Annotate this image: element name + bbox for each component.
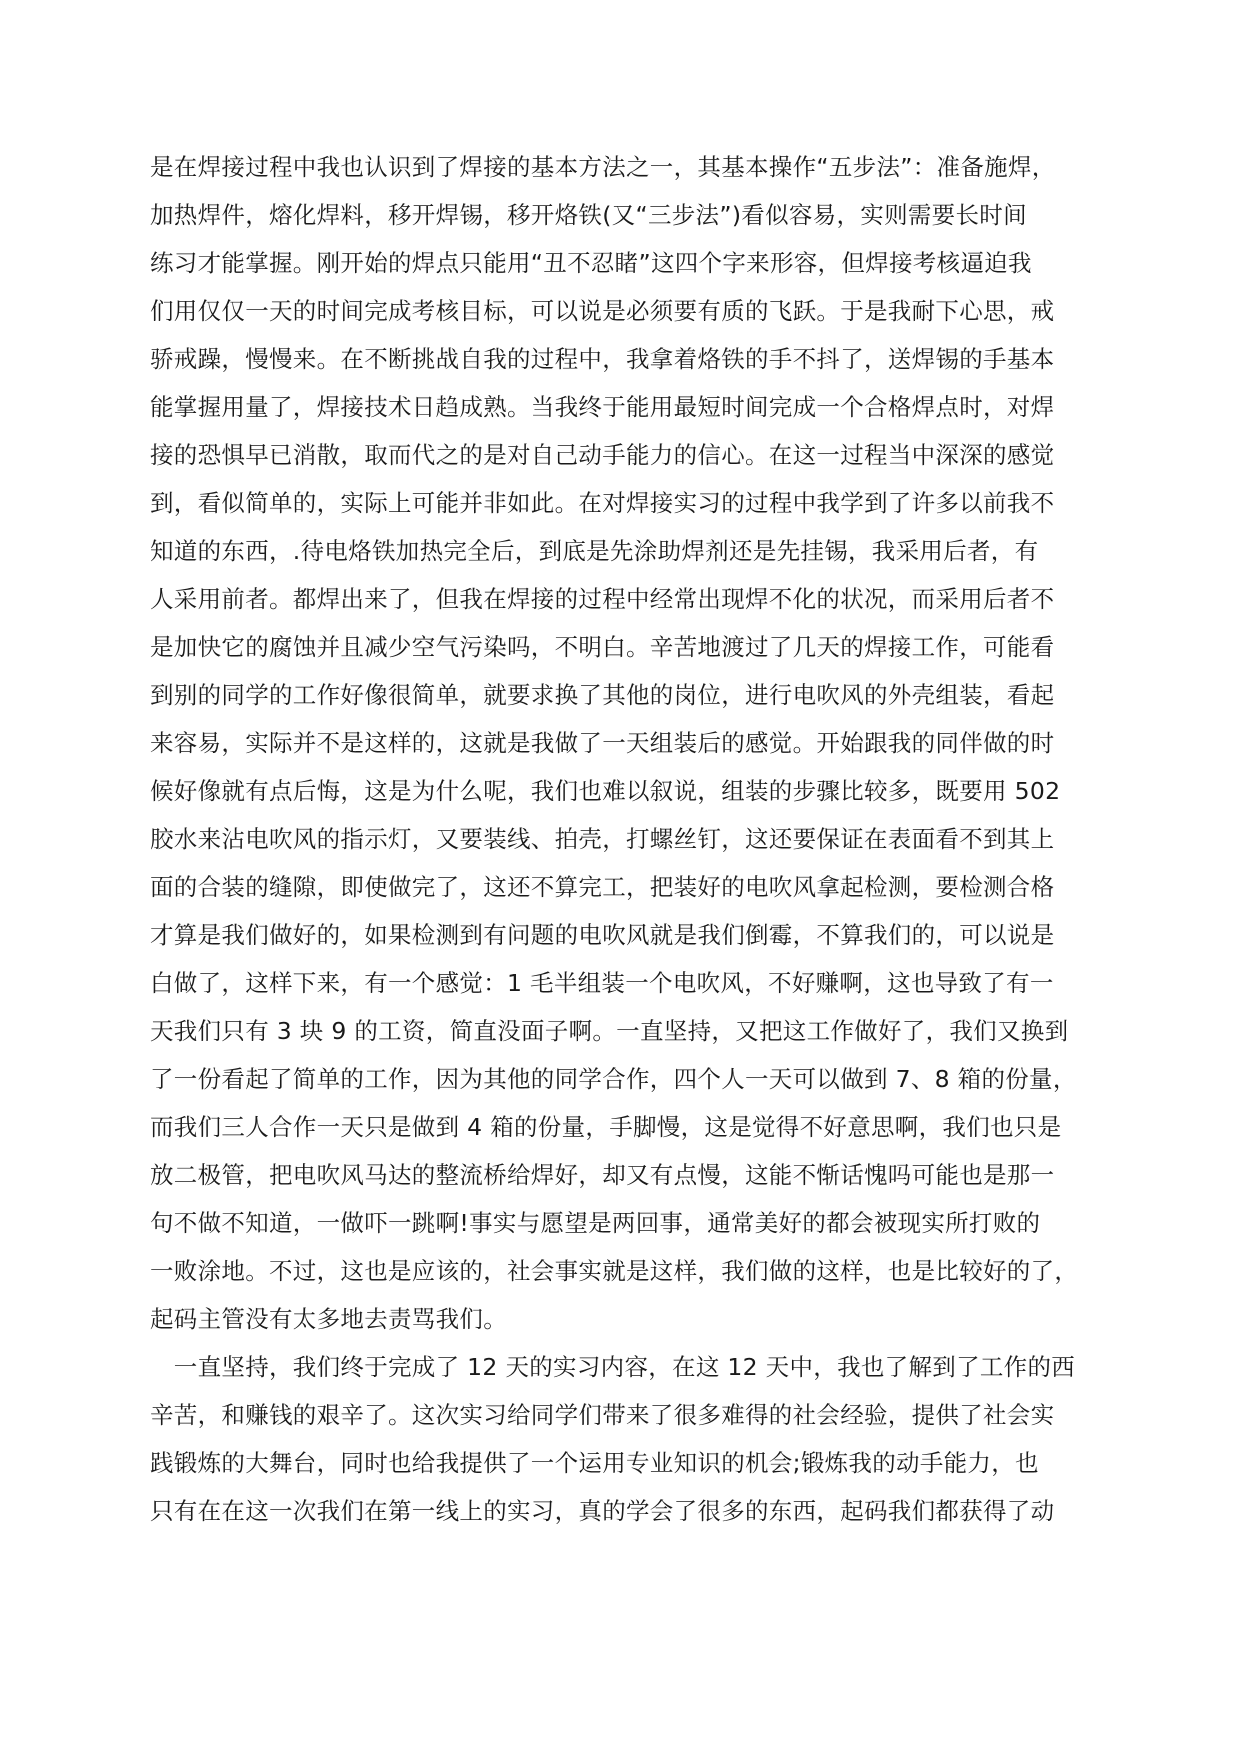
text-line: 一败涂地。不过，这也是应该的，社会事实就是这样，我们做的这样，也是比较好的了， bbox=[150, 1257, 1079, 1285]
text-line: 放二极管，把电吹风马达的整流桥给焊好，却又有点慢，这能不惭话愧吗可能也是那一 bbox=[150, 1161, 1055, 1189]
text-line: 白做了，这样下来，有一个感觉：1 毛半组装一个电吹风，不好赚啊，这也导致了有一 bbox=[150, 969, 1054, 997]
text-line: 天我们只有 3 块 9 的工资，简直没面子啊。一直坚持，又把这工作做好了，我们又换到 bbox=[150, 1017, 1069, 1045]
text-line: 骄戒躁，慢慢来。在不断挑战自我的过程中，我拿着烙铁的手不抖了，送焊锡的手基本 bbox=[150, 345, 1055, 373]
text-line: 候好像就有点后悔，这是为什么呢，我们也难以叙说，组装的步骤比较多，既要用 502 bbox=[150, 777, 1061, 805]
text-line: 练习才能掌握。刚开始的焊点只能用“丑不忍睹”这四个字来形容，但焊接考核逼迫我 bbox=[150, 249, 1032, 277]
text-line: 只有在在这一次我们在第一线上的实习，真的学会了很多的东西，起码我们都获得了动 bbox=[150, 1497, 1055, 1525]
paragraph-2 bbox=[150, 1343, 1100, 1535]
text-line: 人采用前者。都焊出来了，但我在焊接的过程中经常出现焊不化的状况，而采用后者不 bbox=[150, 585, 1055, 613]
text-line: 践锻炼的大舞台，同时也给我提供了一个运用专业知识的机会;锻炼我的动手能力，也 bbox=[150, 1449, 1039, 1477]
text-line: 是在焊接过程中我也认识到了焊接的基本方法之一，其基本操作“五步法”：准备施焊， bbox=[150, 153, 1056, 181]
text-line: 能掌握用量了，焊接技术日趋成熟。当我终于能用最短时间完成一个合格焊点时，对焊 bbox=[150, 393, 1055, 421]
text-line: 加热焊件，熔化焊料，移开焊锡，移开烙铁(又“三步法”)看似容易，实则需要长时间 bbox=[150, 201, 1027, 229]
text-line: 而我们三人合作一天只是做到 4 箱的份量，手脚慢，这是觉得不好意思啊，我们也只是 bbox=[150, 1113, 1062, 1141]
text-line: 才算是我们做好的，如果检测到有问题的电吹风就是我们倒霉，不算我们的，可以说是 bbox=[150, 921, 1055, 949]
text-line: 到别的同学的工作好像很简单，就要求换了其他的岗位，进行电吹风的外壳组装，看起 bbox=[150, 681, 1055, 709]
paragraph-1 bbox=[150, 143, 1100, 1343]
text-line: 知道的东西，.待电烙铁加热完全后，到底是先涂助焊剂还是先挂锡，我采用后者，有 bbox=[150, 537, 1039, 565]
text-line: 句不做不知道，一做吓一跳啊!事实与愿望是两回事，通常美好的都会被现实所打败的 bbox=[150, 1209, 1041, 1237]
text-line: 来容易，实际并不是这样的，这就是我做了一天组装后的感觉。开始跟我的同伴做的时 bbox=[150, 729, 1055, 757]
text-line: 起码主管没有太多地去责骂我们。 bbox=[150, 1305, 507, 1333]
text-line: 面的合装的缝隙，即使做完了，这还不算完工，把装好的电吹风拿起检测，要检测合格 bbox=[150, 873, 1055, 901]
text-line: 是加快它的腐蚀并且减少空气污染吗，不明白。辛苦地渡过了几天的焊接工作，可能看 bbox=[150, 633, 1055, 661]
text-line: 了一份看起了简单的工作，因为其他的同学合作，四个人一天可以做到 7、8 箱的份量， bbox=[150, 1065, 1077, 1093]
text-line: 到，看似简单的，实际上可能并非如此。在对焊接实习的过程中我学到了许多以前我不 bbox=[150, 489, 1055, 517]
text-line: 辛苦，和赚钱的艰辛了。这次实习给同学们带来了很多难得的社会经验，提供了社会实 bbox=[150, 1401, 1055, 1429]
text-line: 胶水来沾电吹风的指示灯，又要装线、拍壳，打螺丝钉，这还要保证在表面看不到其上 bbox=[150, 825, 1055, 853]
body-text bbox=[150, 143, 1100, 1535]
text-line: 们用仅仅一天的时间完成考核目标，可以说是必须要有质的飞跃。于是我耐下心思，戒 bbox=[150, 297, 1055, 325]
text-line: 一直坚持，我们终于完成了 12 天的实习内容，在这 12 天中，我也了解到了工作的西 bbox=[150, 1353, 1076, 1381]
text-line: 接的恐惧早已消散，取而代之的是对自己动手能力的信心。在这一过程当中深深的感觉 bbox=[150, 441, 1055, 469]
